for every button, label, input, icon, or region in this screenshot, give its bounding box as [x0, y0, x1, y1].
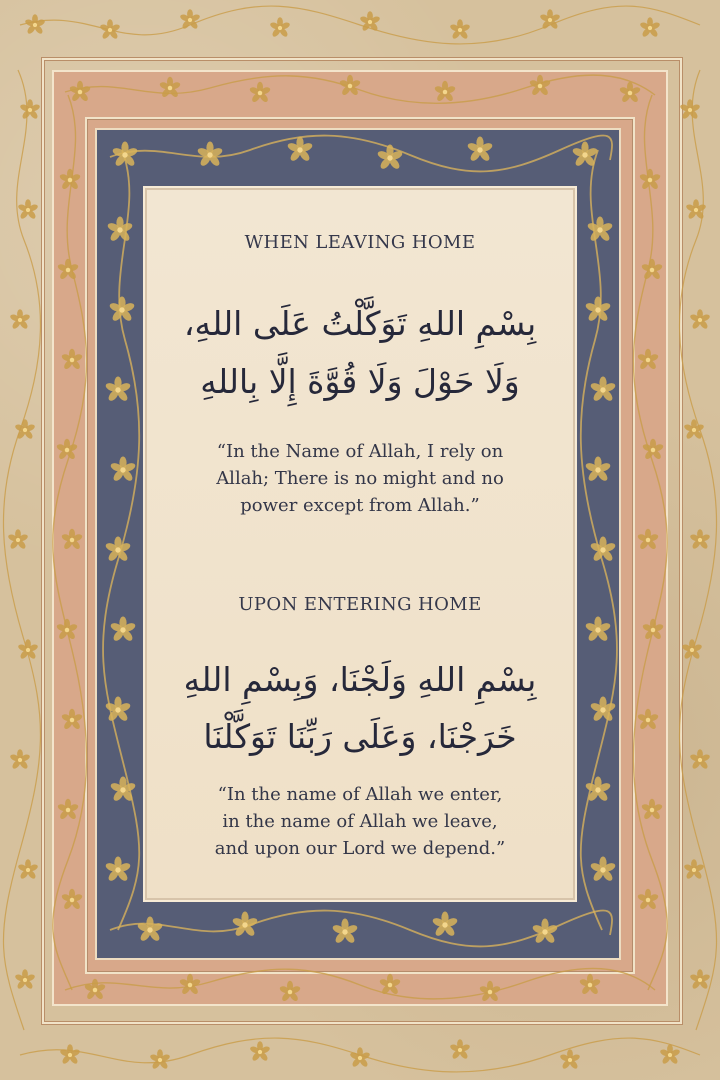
salmon-floral-motif-icon — [179, 974, 202, 996]
outer-top-vine — [20, 6, 700, 44]
salmon-floral-motif-icon — [61, 529, 84, 551]
outer-floral-motif-icon — [7, 529, 29, 550]
salmon-floral-motif-icon — [59, 169, 82, 191]
outer-floral-motif-icon — [19, 99, 41, 120]
salmon-floral-motif-icon — [529, 75, 552, 97]
salmon-floral-motif-icon — [56, 619, 79, 641]
outer-floral-motif-icon — [539, 9, 561, 30]
salmon-floral-motif-icon — [641, 799, 664, 821]
navy-floral-motif-icon — [584, 617, 611, 643]
navy-floral-motif-icon — [286, 137, 313, 163]
navy-floral-motif-icon — [104, 857, 131, 883]
salmon-floral-motif-icon — [249, 82, 272, 104]
salmon-floral-motif-icon — [642, 439, 665, 461]
salmon-top-vine — [65, 75, 655, 103]
salmon-floral-motif-icon — [579, 974, 602, 996]
outer-floral-motif-icon — [689, 749, 711, 770]
entering-home-translation-line-1: “In the name of Allah we enter, — [217, 784, 503, 805]
leaving-home-translation-line-2: Allah; There is no might and no — [216, 468, 504, 489]
salmon-floral-motif-icon — [84, 979, 107, 1001]
navy-floral-motif-icon — [376, 145, 403, 171]
salmon-floral-motif-icon — [642, 619, 665, 641]
salmon-floral-motif-icon — [69, 81, 92, 103]
leaving-home-translation-line-1: “In the Name of Allah, I rely on — [216, 441, 504, 462]
entering-home-arabic-line-1: بِسْمِ اللهِ وَلَجْنَا، وَبِسْمِ اللهِ — [183, 660, 537, 699]
outer-floral-motif-icon — [689, 309, 711, 330]
outer-floral-motif-icon — [9, 749, 31, 770]
navy-floral-motif-icon — [196, 142, 223, 168]
salmon-floral-motif-icon — [637, 349, 660, 371]
outer-floral-motif-icon — [559, 1049, 581, 1070]
navy-floral-motif-icon — [111, 142, 138, 168]
navy-floral-motif-icon — [104, 377, 131, 403]
navy-floral-motif-icon — [584, 297, 611, 323]
salmon-bottom-vine — [65, 968, 655, 998]
outer-floral-motif-icon — [449, 19, 471, 40]
navy-floral-motif-icon — [586, 217, 613, 243]
navy-floral-motif-icon — [136, 917, 163, 943]
outer-floral-motif-icon — [683, 419, 705, 440]
navy-floral-motif-icon — [108, 297, 135, 323]
outer-floral-motif-icon — [269, 17, 291, 38]
navy-floral-motif-icon — [109, 617, 136, 643]
salmon-floral-motif-icon — [279, 981, 302, 1003]
salmon-floral-motif-icon — [57, 259, 80, 281]
navy-floral-motif-icon — [231, 912, 258, 938]
navy-floral-motif-icon — [106, 217, 133, 243]
outer-floral-motif-icon — [681, 639, 703, 660]
outer-floral-motif-icon — [689, 969, 711, 990]
navy-floral-motif-icon — [331, 919, 358, 945]
leaving-home-arabic-line-1: بِسْمِ اللهِ تَوَكَّلْتُ عَلَى اللهِ، — [183, 304, 537, 343]
outer-floral-motif-icon — [24, 14, 46, 35]
outer-floral-motif-icon — [17, 199, 39, 220]
outer-floral-motif-icon — [179, 9, 201, 30]
navy-floral-motif-icon — [109, 457, 136, 483]
entering-home-heading: UPON ENTERING HOME — [238, 594, 482, 615]
outer-floral-motif-icon — [449, 1039, 471, 1060]
outer-floral-motif-icon — [17, 859, 39, 880]
salmon-floral-motif-icon — [61, 709, 84, 731]
outer-floral-motif-icon — [9, 309, 31, 330]
leaving-home-translation-line-3: power except from Allah.” — [240, 495, 480, 516]
outer-floral-motif-icon — [683, 859, 705, 880]
entering-home-arabic-line-2: خَرَجْنَا، وَعَلَى رَبِّنَا تَوَكَّلْنَا — [203, 717, 517, 756]
salmon-floral-motif-icon — [637, 709, 660, 731]
outer-floral-motif-icon — [59, 1044, 81, 1065]
outer-floral-motif-icon — [639, 17, 661, 38]
salmon-floral-motif-icon — [61, 349, 84, 371]
navy-top-vine — [110, 136, 612, 172]
navy-floral-motif-icon — [431, 912, 458, 938]
salmon-floral-motif-icon — [641, 259, 664, 281]
salmon-floral-motif-icon — [57, 799, 80, 821]
navy-floral-motif-icon — [589, 857, 616, 883]
outer-floral-motif-icon — [359, 11, 381, 32]
entering-home-translation-line-3: and upon our Lord we depend.” — [214, 838, 506, 859]
entering-home-translation-line-2: in the name of Allah we leave, — [222, 811, 498, 832]
outer-floral-motif-icon — [99, 19, 121, 40]
navy-floral-motif-icon — [531, 919, 558, 945]
navy-right-vine — [581, 150, 617, 930]
salmon-floral-motif-icon — [637, 529, 660, 551]
outer-floral-motif-icon — [679, 99, 701, 120]
outer-floral-motif-icon — [349, 1047, 371, 1068]
navy-floral-motif-icon — [466, 137, 493, 163]
navy-floral-motif-icon — [589, 537, 616, 563]
salmon-floral-motif-icon — [159, 77, 182, 99]
outer-floral-motif-icon — [689, 529, 711, 550]
salmon-floral-motif-icon — [339, 75, 362, 97]
navy-floral-motif-icon — [584, 457, 611, 483]
leaving-home-heading: WHEN LEAVING HOME — [244, 232, 476, 253]
navy-floral-motif-icon — [589, 377, 616, 403]
salmon-floral-motif-icon — [637, 889, 660, 911]
outer-floral-motif-icon — [14, 969, 36, 990]
salmon-floral-motif-icon — [61, 889, 84, 911]
leaving-home-arabic-line-2: وَلَا حَوْلَ وَلَا قُوَّةَ إِلَّا بِاللهِ — [200, 362, 520, 401]
outer-floral-motif-icon — [17, 639, 39, 660]
salmon-floral-motif-icon — [639, 169, 662, 191]
outer-floral-motif-icon — [149, 1049, 171, 1070]
salmon-floral-motif-icon — [434, 81, 457, 103]
salmon-floral-motif-icon — [56, 439, 79, 461]
outer-floral-motif-icon — [249, 1041, 271, 1062]
salmon-floral-motif-icon — [479, 981, 502, 1003]
